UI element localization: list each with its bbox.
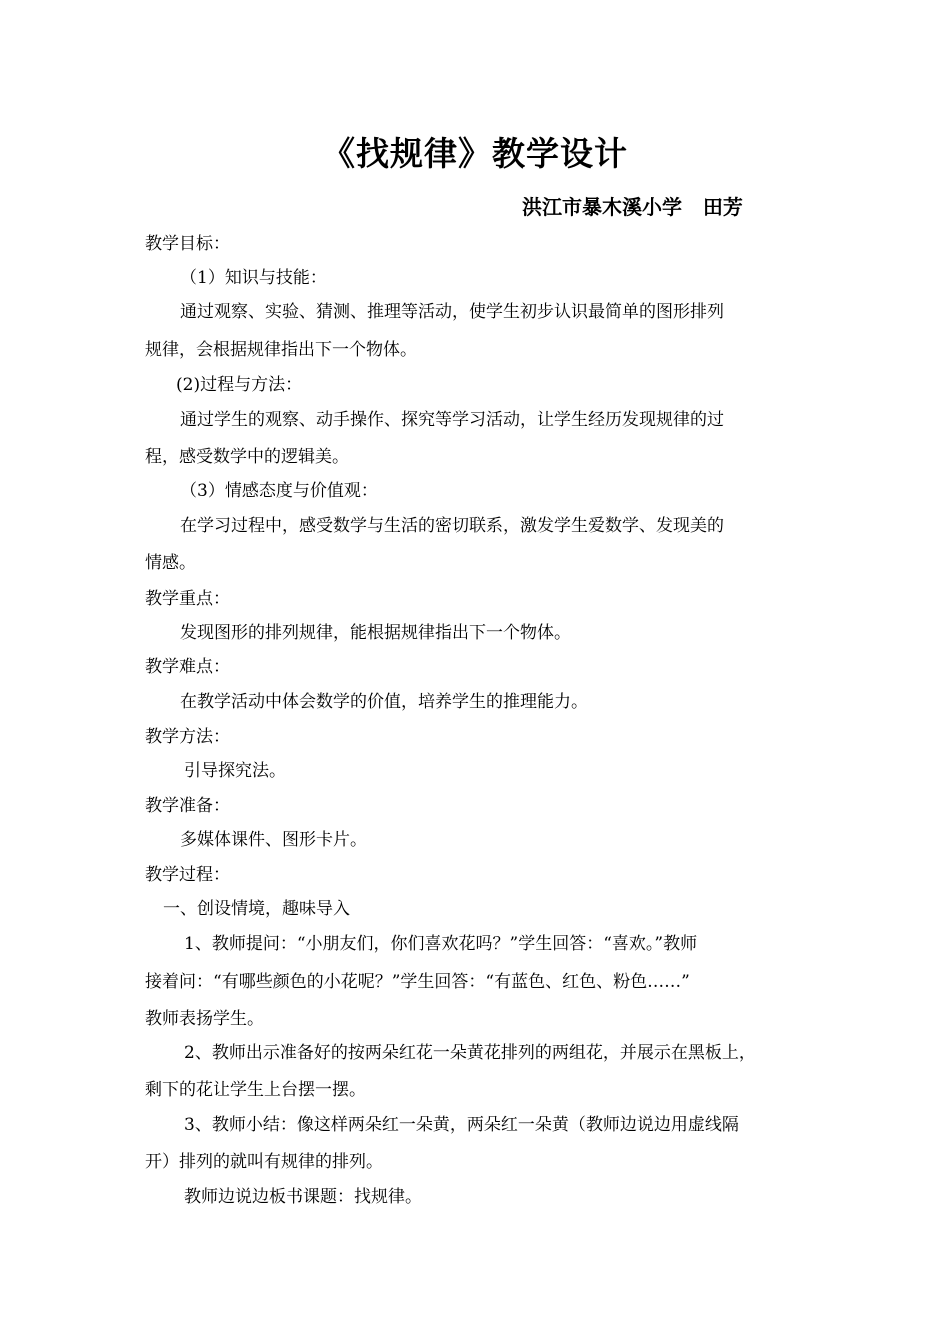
text-line: 多媒体课件、图形卡片。: [180, 830, 367, 850]
text-line: (2)过程与方法：: [176, 375, 303, 395]
text-line: 教学过程：: [145, 865, 230, 885]
text-line: 教学难点：: [145, 657, 230, 677]
text-line: 接着问：“有哪些颜色的小花呢？”学生回答：“有蓝色、红色、粉色……”: [145, 972, 690, 992]
text-line: 2、教师出示准备好的按两朵红花一朵黄花排列的两组花，并展示在黑板上，: [184, 1043, 756, 1063]
text-line: 程，感受数学中的逻辑美。: [145, 447, 349, 467]
text-line: 教师边说边板书课题：找规律。: [184, 1187, 422, 1207]
text-line: 发现图形的排列规律，能根据规律指出下一个物体。: [180, 623, 571, 643]
text-line: 情感。: [145, 553, 196, 573]
text-line: 教学重点：: [145, 589, 230, 609]
text-line: 一、创设情境，趣味导入: [163, 899, 350, 919]
text-line: 教师表扬学生。: [145, 1009, 264, 1029]
text-line: 教学方法：: [145, 727, 230, 747]
text-line: 规律，会根据规律指出下一个物体。: [145, 340, 417, 360]
text-line: 开）排列的就叫有规律的排列。: [145, 1152, 383, 1172]
text-line: 3、教师小结：像这样两朵红一朵黄，两朵红一朵黄（教师边说边用虚线隔: [184, 1115, 739, 1135]
text-line: （3）情感态度与价值观：: [180, 481, 378, 501]
author-line: 洪江市暴木溪小学 田芳: [522, 195, 743, 219]
text-line: 通过学生的观察、动手操作、探究等学习活动，让学生经历发现规律的过: [180, 410, 724, 430]
text-line: 在学习过程中，感受数学与生活的密切联系，激发学生爱数学、发现美的: [180, 516, 724, 536]
text-line: 剩下的花让学生上台摆一摆。: [145, 1080, 366, 1100]
text-line: 在教学活动中体会数学的价值，培养学生的推理能力。: [180, 692, 588, 712]
text-line: （1）知识与技能：: [180, 268, 327, 288]
text-line: 教学目标：: [145, 234, 230, 254]
text-line: 教学准备：: [145, 796, 230, 816]
document-title: 《找规律》教学设计: [322, 134, 628, 173]
text-line: 1、教师提问：“小朋友们，你们喜欢花吗？”学生回答：“喜欢。”教师: [184, 934, 698, 954]
text-line: 通过观察、实验、猜测、推理等活动，使学生初步认识最简单的图形排列: [180, 302, 724, 322]
text-line: 引导探究法。: [184, 761, 286, 781]
